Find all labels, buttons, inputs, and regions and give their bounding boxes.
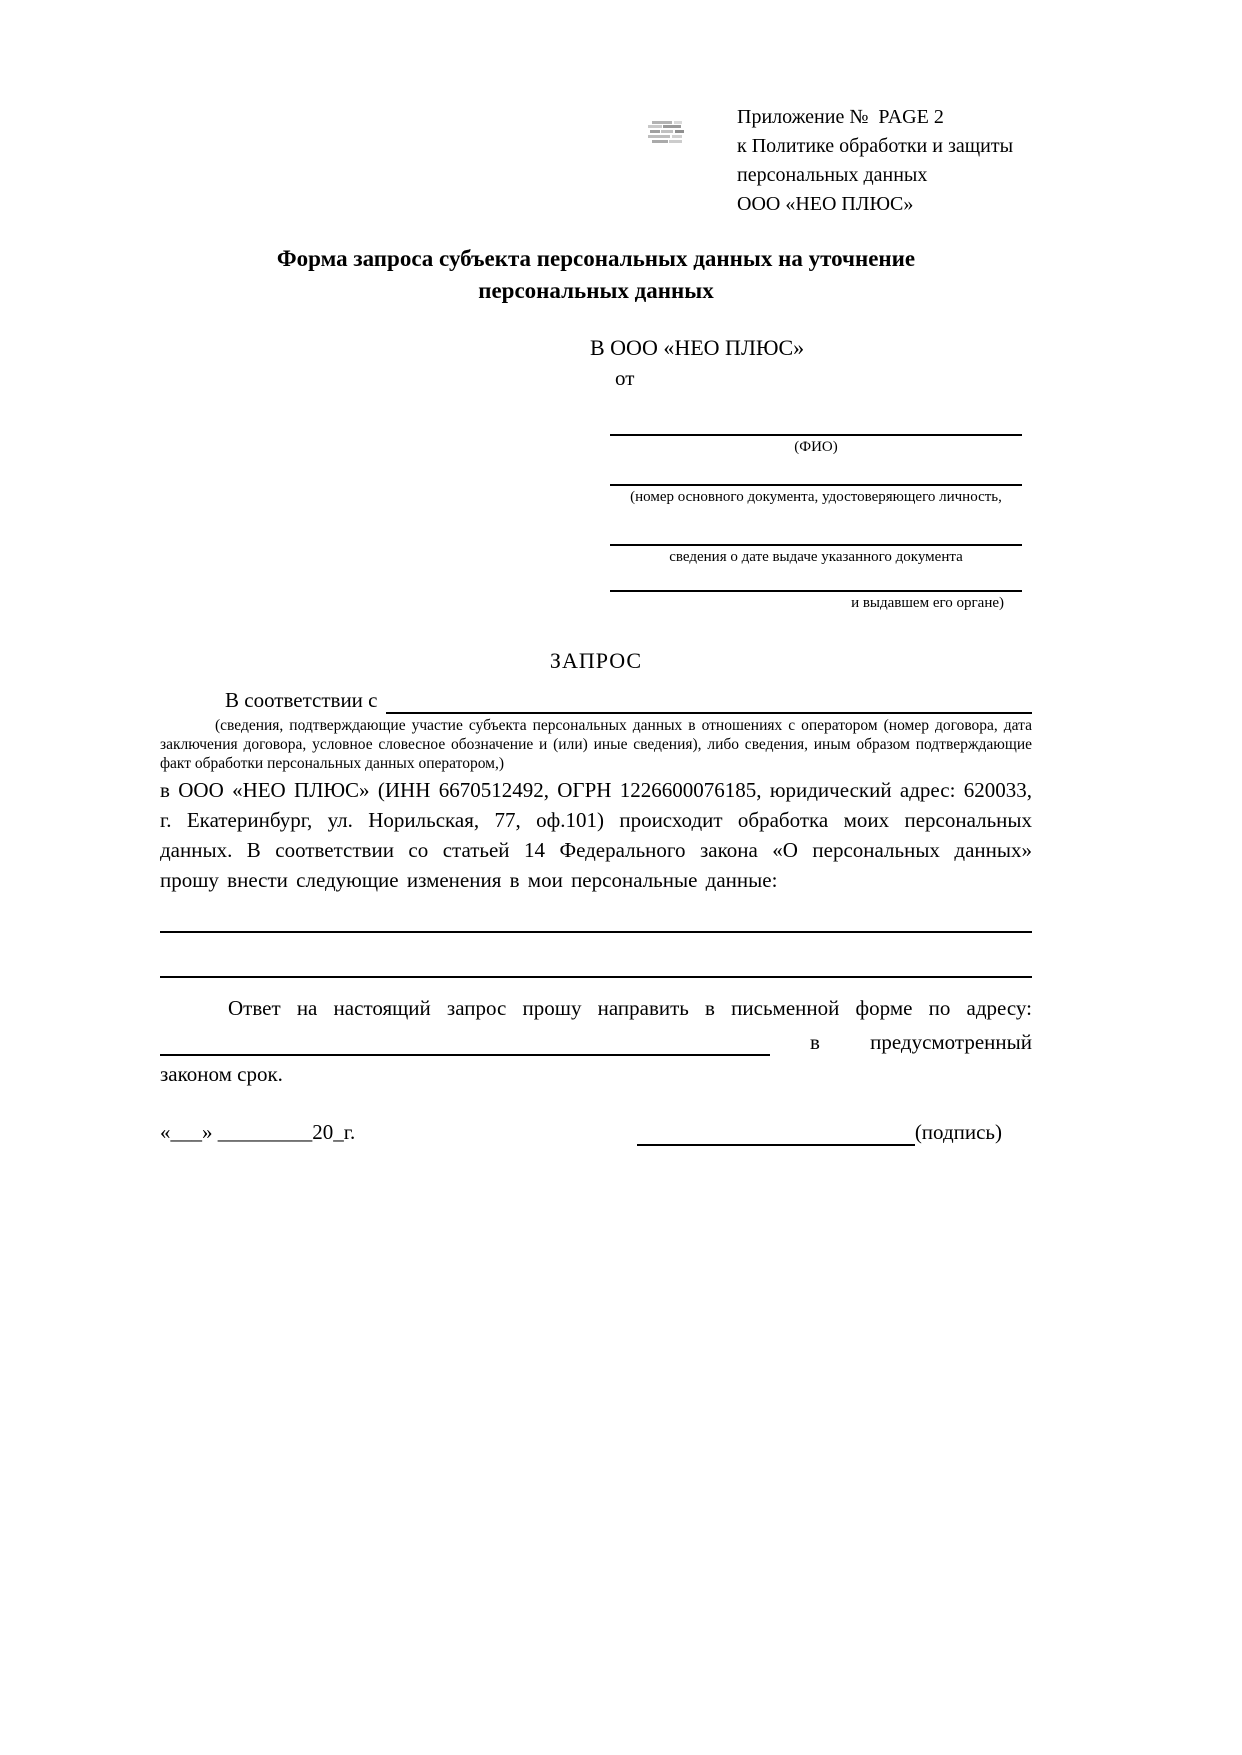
text-lines-icon — [648, 119, 686, 147]
form-title-line-2: персональных данных — [478, 278, 714, 303]
appendix-header — [737, 103, 1013, 219]
signature-row — [160, 1118, 1032, 1146]
issuing-authority-caption: и выдавшем его органе) — [851, 595, 1004, 611]
response-address-row — [160, 1028, 1032, 1056]
request-intro-text: В соответствии с — [225, 688, 378, 712]
fio-caption: (ФИО) — [794, 439, 838, 455]
form-title — [160, 243, 1032, 307]
response-closing-text: законом срок. — [160, 1062, 283, 1086]
changes-fill-line-1 — [160, 931, 1032, 933]
basis-fill-line — [386, 688, 1033, 714]
appendix-header-line-1: Приложение № PAGE 2 — [737, 106, 944, 128]
identity-fields — [610, 434, 1022, 612]
document-number-caption: (номер основного документа, удостоверяющего личность, — [630, 489, 1002, 505]
appendix-header-line-4: ООО «НЕО ПЛЮС» — [737, 193, 914, 215]
appendix-header-line-3: персональных данных — [737, 164, 928, 186]
signature-caption: (подпись) — [914, 1120, 1002, 1144]
signature-block — [637, 1118, 1002, 1146]
date-field: «___» _________20_г. — [160, 1120, 356, 1144]
address-fill-line — [160, 1030, 770, 1056]
response-tail-word: предусмотренный — [870, 1030, 1032, 1054]
request-intro-row — [160, 686, 1032, 714]
appendix-header-line-2: к Политике обработки и защиты — [737, 135, 1014, 157]
fine-print-note: (сведения, подтверждающие участие субъекта персональных данных в отношениях с оператором (номер договора, дата заключения договора, условное словесное обозначение и (или) иные сведения), либо сведения, иным образом подтверждающие факт обработки персональных данных оператором,) — [160, 717, 1032, 772]
issue-date-caption: сведения о дате выдаче указанного документа — [669, 549, 963, 565]
response-request-text: Ответ на настоящий запрос прошу направить в письменной форме по адресу: — [228, 996, 1032, 1020]
form-title-line-1: Форма запроса субъекта персональных данных на уточнение — [276, 246, 916, 271]
addressee-organization: В ООО «НЕО ПЛЮС» — [590, 335, 805, 360]
addressee-from-label: от — [615, 366, 635, 390]
changes-fill-line-2 — [160, 976, 1032, 978]
document-content — [160, 243, 1032, 1146]
response-tail-preposition: в — [810, 1030, 820, 1054]
request-body-paragraph: в ООО «НЕО ПЛЮС» (ИНН 6670512492, ОГРН 1226600076185, юридический адрес: 620033, г. Екатеринбург, ул. Норильская, 77, оф.101) происходит обработка моих персональных данных. В соответствии со статьей 14 Федерального закона «О персональных данных» прошу внести следующие изменения в мои персональные данные: — [160, 778, 1032, 892]
signature-fill-line — [637, 1120, 915, 1146]
request-heading: ЗАПРОС — [549, 648, 643, 673]
